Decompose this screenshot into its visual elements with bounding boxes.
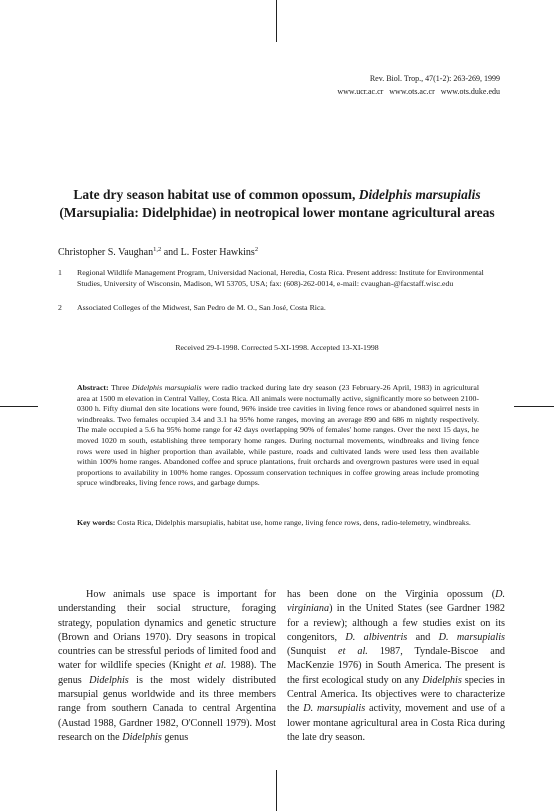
citation: Rev. Biol. Trop., 47(1-2): 263-269, 1999 xyxy=(369,74,500,83)
abstract-text: were radio tracked during late dry season (23 February-26 April, 1983) in agricultural area at 1500 m elevation in Central Valley, Costa Rica. All animals were nocturnally active, significantly more so between 2100-0300 h. Fifty diurnal den site locations were found, 96% inside tree cavities in living fence rows or abandoned squirrel nests in windbreaks. Two females occupied 3.4 and 3.1 ha 95% home ranges, moving an average 890 and 686 m nightly respectively. The male occupied a 5.6 ha 95% home range for 42 days overlapping 90% of females' home ranges. Over the next 15 days, he moved 1020 m south, establishing three temporary home ranges. During nocturnal movements, windbreaks and living fence rows were used in higher proportion than available, while pasture, roads and cultivated lands were used less then available within 100% home ranges. Abandoned coffee and spruce plantations, fruit orchards and overgrown pastures were used in equal proportions to availability in 100% home ranges. Opossum conservation techniques in coffee growing areas include promoting spruce windbreaks, living fence rows, and garbage dumps. xyxy=(77,383,479,488)
body-italic: Didelphis xyxy=(422,674,462,686)
abstract xyxy=(77,383,479,489)
affiliation-number: 1 xyxy=(58,268,62,277)
crop-mark-bottom xyxy=(276,770,277,811)
affiliation-text: Regional Wildlife Management Program, Universidad Nacional, Heredia, Costa Rica. Present address: Institute for Environmental Studies, University of Wisconsin, Madison, WI 53705, USA; fax: (608)-262-0014, e-mail: cvaughan-@facstaff.wisc.edu xyxy=(77,268,484,288)
keywords-text: Costa Rica, Didelphis marsupialis, habitat use, home range, living fence rows, dens, radio-telemetry, windbreaks. xyxy=(115,518,471,527)
body-italic: D. virginiana xyxy=(287,589,505,615)
body-text: has been done on the Virginia opossum ( xyxy=(287,589,496,600)
affiliation-1 xyxy=(58,268,502,289)
keywords xyxy=(77,518,479,529)
affiliation-number: 2 xyxy=(58,303,62,312)
abstract-label: Abstract: xyxy=(77,383,109,392)
body-column-right xyxy=(287,588,505,745)
body-text: 1988). The genus xyxy=(58,660,276,686)
author-1-affiliation: 1,2 xyxy=(153,246,162,253)
abstract-species: Didelphis marsupialis xyxy=(131,383,202,392)
body-text: is the most widely distributed marsupial genus worldwide and its three members range from southern Canada to central Argentina (Austad 1988, Gardner 1982, O'Connell 1979). Most research on the xyxy=(58,674,276,743)
body-italic: D. marsupialis xyxy=(303,703,366,715)
keywords-label: Key words: xyxy=(77,518,116,527)
body-italic: Didelphis xyxy=(89,674,129,686)
body-italic: Didelphis xyxy=(122,731,162,743)
body-text: (Sunquist xyxy=(287,646,339,658)
crop-mark-right xyxy=(514,406,554,407)
title-species: Didelphis marsupialis xyxy=(358,187,481,202)
affiliation-text: Associated Colleges of the Midwest, San Pedro de M. O., San José, Costa Rica. xyxy=(77,303,326,312)
author-connector: and L. Foster Hawkins xyxy=(161,247,255,258)
body-text: genus xyxy=(161,731,189,743)
received-dates: Received 29-I-1998. Corrected 5-XI-1998. Accepted 13-XI-1998 xyxy=(175,343,379,352)
paper-title xyxy=(40,186,514,222)
body-text: 1987, Tyndale-Biscoe and MacKenzie 1976) in South America. The present is the first ecological study on any xyxy=(287,646,506,686)
body-text: How animals use space is important for understanding their social structure, foraging strategy, population dynamics and genetic structure (Brown and Orians 1970). Dry seasons in tropical countries can be stressful periods of limited food and water for wildlife species (Knight xyxy=(58,589,276,672)
body-text: species in Central America. Its objectives were to characterize the xyxy=(287,674,505,715)
websites: www.ucr.ac.cr www.ots.ac.cr www.ots.duke.edu xyxy=(337,87,500,96)
title-line2: (Marsupialia: Didelphidae) in neotropical lower montane agricultural areas xyxy=(59,205,495,220)
body-italic: et al. xyxy=(338,646,368,658)
body-text: and xyxy=(407,631,439,643)
author-1: Christopher S. Vaughan xyxy=(58,247,154,258)
body-italic: D. albiventris xyxy=(345,631,408,643)
body-text: ) in the United States (see Gardner 1982 for a review); although a few studies exist on its congenitors, xyxy=(287,603,505,643)
body-italic: D. marsupialis xyxy=(438,631,505,643)
body-text: activity, movement and use of a lower montane agricultural area in Costa Rica during the late dry season. xyxy=(287,703,505,743)
body-column-left xyxy=(58,588,276,745)
journal-header xyxy=(337,72,500,98)
body-italic: et al. xyxy=(204,660,227,672)
affiliation-2 xyxy=(58,303,502,314)
title-line1: Late dry season habitat use of common opossum, xyxy=(73,187,359,202)
author-2-affiliation: 2 xyxy=(254,246,259,253)
author-list xyxy=(58,247,258,258)
crop-mark-top xyxy=(276,0,277,42)
abstract-lead: Three xyxy=(108,383,132,392)
crop-mark-left xyxy=(0,406,38,407)
